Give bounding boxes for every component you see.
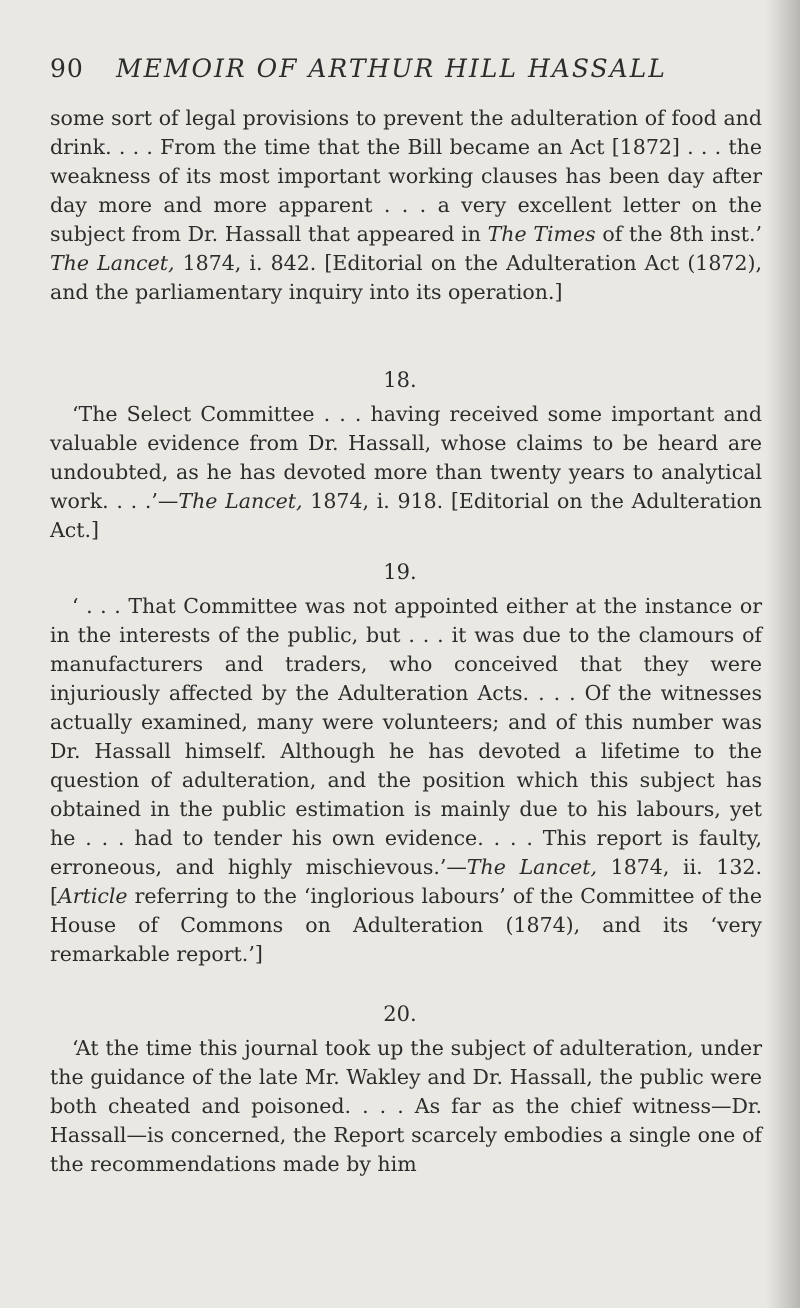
paragraph-20 [50,1034,762,1179]
p17-text-3: 1874, i. 842. [Editorial on the Adulteration Act (1872), and the parliamentary inquiry into its operation.] [50,251,762,304]
p17-lancet: The Lancet, [50,251,175,275]
running-header [50,54,770,94]
p17-text-2: of the 8th inst.’ [595,222,762,246]
section-number-18: 18. [383,368,417,392]
p19-article: Article [58,884,128,908]
p18-text-1: ‘The Select Committee . . . having received some important and valuable evidence from Dr. Hassall, whose claims to be heard are undoubted, as he has devoted more than twenty years to analytical work. . . .’— [50,402,762,513]
section-number-19: 19. [383,560,417,584]
p19-text-3: referring to the ‘inglorious labours’ of the Committee of the House of Commons on Adulteration (1874), and its ‘very remarkable report.’] [50,884,762,966]
p17-times: The Times [487,222,596,246]
p18-text-2: 1874, i. 918. [Editorial on the Adulteration Act.] [50,489,762,542]
section-number-20: 20. [383,1002,417,1026]
page-edge-shadow [766,0,800,1308]
paragraph-17 [50,104,762,307]
p17-text-1: some sort of legal provisions to prevent the adulteration of food and drink. . . . From the time that the Bill became an Act [1872] . . . the weakness of its most important working clauses has been day after day more and more apparent . . . a very excellent letter on the subject from Dr. Hassall that appeared in [50,106,762,246]
p19-lancet: The Lancet, [466,855,597,879]
p18-lancet: The Lancet, [178,489,303,513]
running-title: MEMOIR OF ARTHUR HILL HASSALL [116,54,667,83]
paragraph-19 [50,592,762,969]
p19-text-1: ‘ . . . That Committee was not appointed either at the instance or in the interests of the public, but . . . it was due to the clamours of manufacturers and traders, who conceived that they were injuriously affected by the Adulteration Acts. . . . Of the witnesses actually examined, many were volunteers; and of this number was Dr. Hassall himself. Although he has devoted a lifetime to the question of adulteration, and the position which this subject has obtained in the public estimation is mainly due to his labours, yet he . . . had to tender his own evidence. . . . This report is faulty, erroneous, and highly mischievous.’— [50,594,762,879]
p20-text-1: ‘At the time this journal took up the subject of adulteration, under the guidance of the late Mr. Wakley and Dr. Hassall, the public were both cheated and poisoned. . . . As far as the chief witness—Dr. Hassall—is concerned, the Report scarcely embodies a single one of the recommendations made by him [50,1036,762,1176]
p19-text-2: 1874, ii. 132. [ [50,855,762,908]
page-number: 90 [50,54,84,83]
paragraph-18 [50,400,762,545]
